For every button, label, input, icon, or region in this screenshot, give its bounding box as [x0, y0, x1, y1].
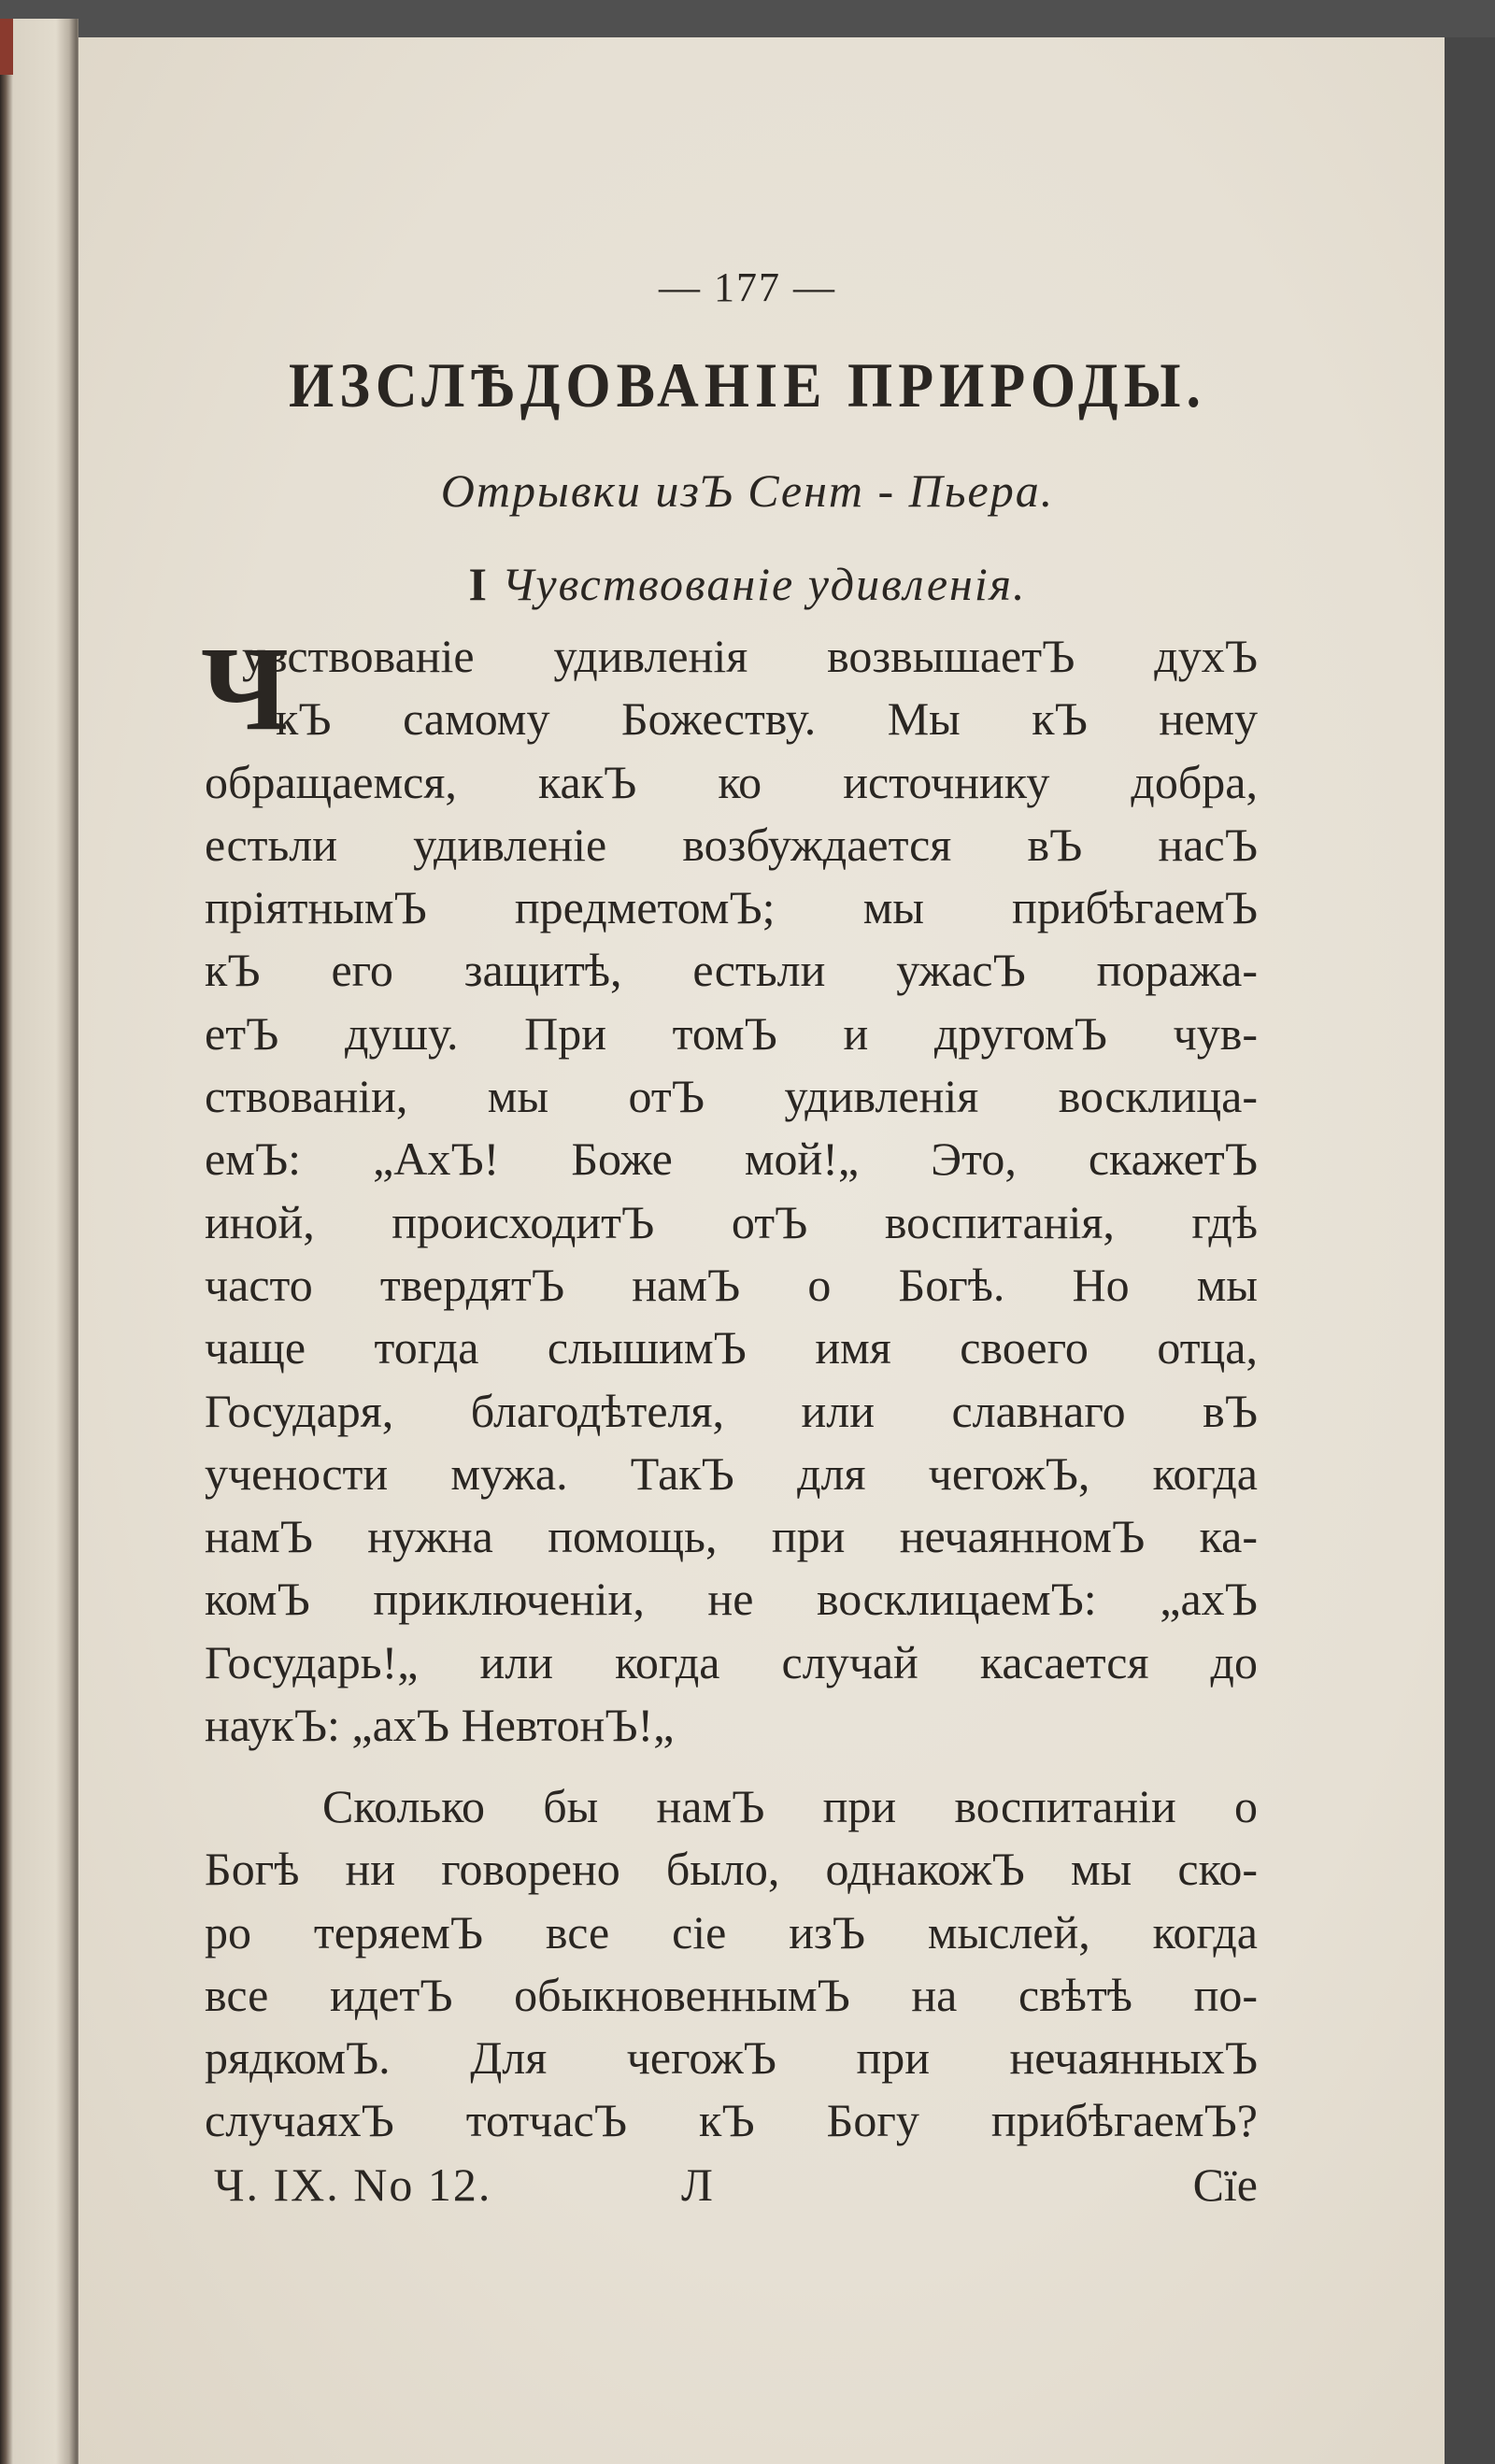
text-line: кЪ самому Божеству. Мы кЪ нему — [276, 692, 1258, 746]
text-line: наукЪ: „ахЪ НевтонЪ!„ — [205, 1699, 675, 1752]
text-line: все идетЪ обыкновеннымЪ на свѣтѣ по- — [205, 1968, 1258, 2021]
text-line: учености мужа. ТакЪ для чегожЪ, когда — [205, 1446, 1258, 1500]
section-title: Чувствованіе удивленія. — [501, 558, 1027, 610]
text-line: емЪ: „АхЪ! Боже мой!„ Это, скажетЪ — [205, 1132, 1258, 1186]
text-line: намЪ нужна помощь, при нечаянномЪ ка- — [205, 1510, 1258, 1563]
text-line: случаяхЪ тотчасЪ кЪ Богу прибѣгаемЪ? — [205, 2094, 1258, 2147]
page-number: — 177 — — [659, 264, 836, 310]
text-line: часто твердятЪ намЪ о Богѣ. Но мы — [205, 1258, 1258, 1311]
text-line: рядкомЪ. Для чегожЪ при нечаянныхЪ — [205, 2031, 1258, 2085]
article-subtitle: Отрывки изЪ Сент - Пьера. — [440, 464, 1055, 517]
article-title: ИЗСЛѢДОВАНІЕ ПРИРОДЫ. — [288, 350, 1207, 421]
text-line: иной, происходитЪ отЪ воспитанія, гдѣ — [205, 1195, 1258, 1248]
drop-cap: Ч — [201, 622, 289, 755]
text-line: обращаемся, какЪ ко источнику добра, — [205, 755, 1258, 808]
text-line: комЪ приключеніи, не восклицаемЪ: „ахЪ — [205, 1573, 1258, 1626]
book-edge-red — [0, 19, 13, 75]
text-line: ро теряемЪ все сіе изЪ мыслей, когда — [205, 1905, 1258, 1958]
text-line: Сколько бы намЪ при воспитаніи о — [322, 1780, 1258, 1832]
text-line: увствованіе удивленія возвышаетЪ духЪ — [242, 630, 1258, 682]
text-line: пріятнымЪ предметомЪ; мы прибѣгаемЪ — [205, 881, 1258, 934]
section-heading — [0, 557, 1495, 611]
text-line: ствованіи, мы отЪ удивленія восклица- — [205, 1070, 1258, 1123]
page-footer — [205, 2154, 1258, 2216]
paragraph-1 — [201, 622, 1258, 1757]
scan-background-top — [0, 0, 1495, 37]
text-line: Государь!„ или когда случай касается до — [205, 1635, 1258, 1688]
text-line: естьли удивленіе возбуждается вЪ насЪ — [205, 818, 1258, 871]
paragraph-2 — [205, 1775, 1258, 2153]
text-line: кЪ его защитѣ, естьли ужасЪ поража- — [205, 944, 1258, 997]
text-line: Государя, благодѣтеля, или славнаго вЪ — [205, 1384, 1258, 1437]
catchword: Сїе — [1192, 2158, 1258, 2211]
text-line: чаще тогда слышимЪ имя своего отца, — [205, 1321, 1258, 1374]
text-line: етЪ душу. При томЪ и другомЪ чув- — [205, 1006, 1258, 1060]
printer-signature: Ч. IX. No 12. — [214, 2158, 492, 2211]
section-number: I — [468, 558, 487, 610]
sheet-mark: Л — [681, 2158, 713, 2211]
text-line: Богѣ ни говорено было, однакожЪ мы ско- — [205, 1843, 1258, 1896]
